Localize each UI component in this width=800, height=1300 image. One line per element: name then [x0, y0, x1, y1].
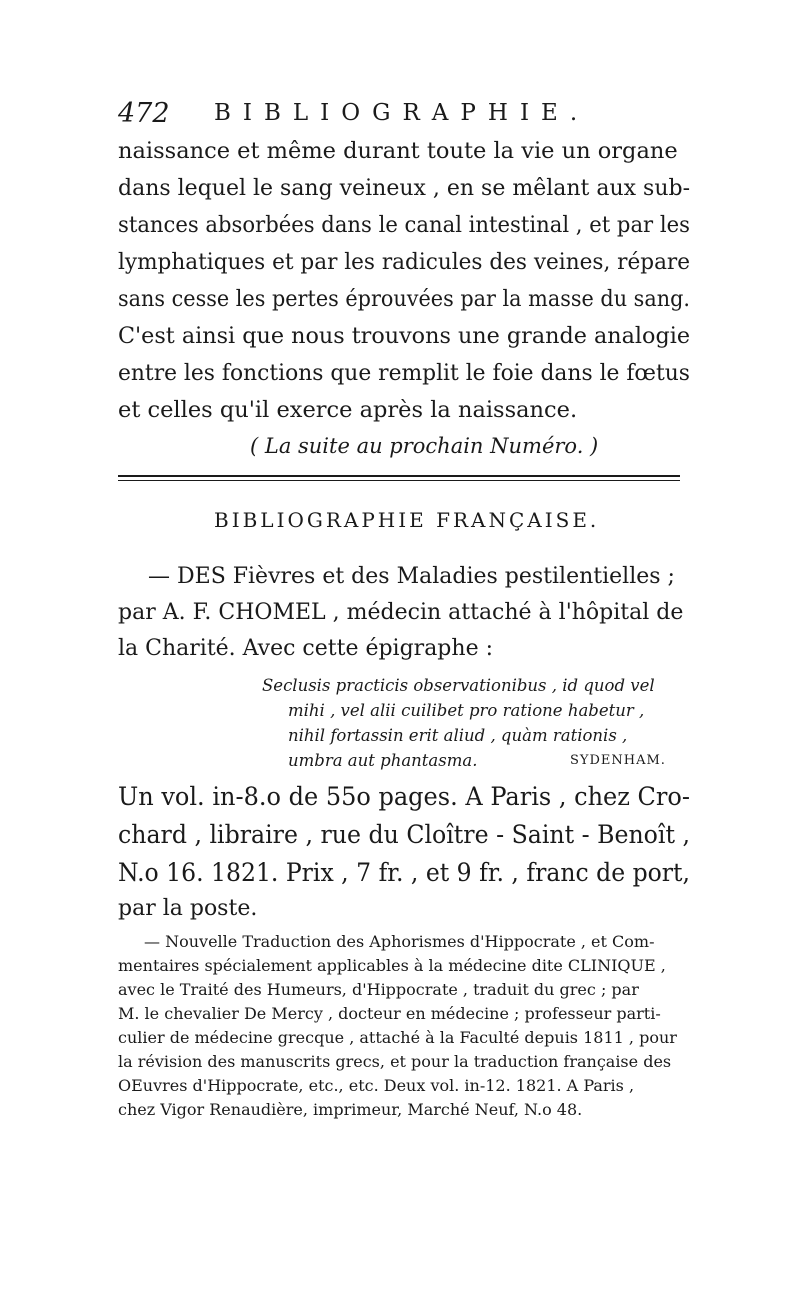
epigraph-author: SYDENHAM. — [570, 753, 666, 768]
page-number: 472 — [118, 98, 170, 129]
text-line: naissance et même durant toute la vie un organe — [118, 138, 678, 164]
to-be-continued-note: ( La suite au prochain Numéro. ) — [250, 434, 599, 458]
page-header — [118, 98, 688, 132]
text-line: sans cesse les pertes éprouvées par la masse du sang. — [118, 286, 690, 312]
text-line: stances absorbées dans le canal intestinal , et par les — [118, 212, 690, 238]
section-title: BIBLIOGRAPHIE FRANÇAISE. — [214, 508, 600, 532]
entry2-line: chez Vigor Renaudière, imprimeur, Marché Neuf, N.o 48. — [118, 1100, 583, 1119]
entry2-line: la révision des manuscrits grecs, et pour la traduction française des — [118, 1052, 672, 1071]
epigraph-line: Seclusis practicis observationibus , id quod vel — [262, 676, 655, 695]
entry-line: — DES Fièvres et des Maladies pestilentielles ; — [148, 564, 675, 589]
entry2-line: culier de médecine grecque , attaché à la Faculté depuis 1811 , pour — [118, 1028, 677, 1047]
section-rule-top — [118, 475, 680, 477]
text-line: et celles qu'il exerce après la naissance. — [118, 397, 578, 423]
publication-line: Un vol. in-8.o de 55o pages. A Paris , chez Cro- — [118, 782, 690, 811]
entry2-line: avec le Traité des Humeurs, d'Hippocrate , traduit du grec ; par — [118, 980, 639, 999]
entry2-line: mentaires spécialement applicables à la médecine dite CLINIQUE , — [118, 956, 666, 975]
text-line: C'est ainsi que nous trouvons une grande analogie — [118, 323, 691, 349]
epigraph-line: nihil fortassin erit aliud , quàm rationis , — [288, 726, 628, 745]
text-line: lymphatiques et par les radicules des veines, répare — [118, 249, 691, 275]
publication-line: chard , libraire , rue du Cloître - Saint - Benoît , — [118, 820, 690, 849]
entry-line: par A. F. CHOMEL , médecin attaché à l'hôpital de — [118, 600, 684, 625]
epigraph-line: mihi , vel alii cuilibet pro ratione habetur , — [288, 701, 645, 720]
entry-line: la Charité. Avec cette épigraphe : — [118, 636, 493, 661]
section-rule-bottom — [118, 480, 680, 481]
text-line: entre les fonctions que remplit le foie dans le fœtus — [118, 360, 690, 386]
publication-line: par la poste. — [118, 896, 258, 921]
entry2-line: OEuvres d'Hippocrate, etc., etc. Deux vol. in-12. 1821. A Paris , — [118, 1076, 635, 1095]
publication-line: N.o 16. 1821. Prix , 7 fr. , et 9 fr. , franc de port, — [118, 858, 690, 887]
entry2-line: M. le chevalier De Mercy , docteur en médecine ; professeur parti- — [118, 1004, 661, 1023]
epigraph-line: umbra aut phantasma. — [288, 751, 478, 770]
running-title: BIBLIOGRAPHIE. — [214, 100, 590, 126]
entry2-line: — Nouvelle Traduction des Aphorismes d'Hippocrate , et Com- — [144, 932, 655, 951]
text-line: dans lequel le sang veineux , en se mêlant aux sub- — [118, 175, 691, 201]
